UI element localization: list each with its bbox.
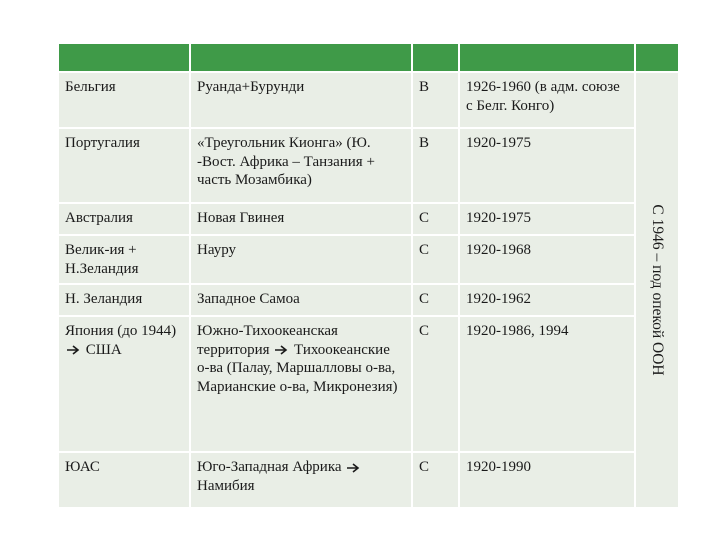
mandate-type-cell: С	[413, 317, 458, 451]
territory-cell: Науру	[191, 236, 411, 283]
territory-after: Тихоокеанские о-ва (Палау, Маршалловы о-ва, Марианские о-ва, Микронезия)	[197, 341, 398, 395]
country-cell: ЮАС	[59, 453, 189, 507]
mandate-type-cell: В	[413, 73, 458, 127]
mandate-type-cell: С	[413, 285, 458, 315]
mandate-type-cell: С	[413, 236, 458, 283]
arrow-right-icon	[274, 345, 289, 355]
territory-after: Намибия	[197, 477, 255, 494]
country-before: Япония (до 1944)	[65, 323, 177, 339]
header-cell	[636, 44, 678, 71]
header-cell	[413, 44, 458, 71]
years-cell: 1920-1962	[460, 285, 634, 315]
arrow-right-icon	[66, 345, 81, 355]
territory-cell: Руанда+Бурунди	[191, 73, 411, 127]
country-cell: Португалия	[59, 129, 189, 202]
years-cell: 1920-1990	[460, 453, 634, 507]
side-note-cell	[636, 73, 678, 507]
territory-before: Южно-Тихоокеанская территория	[197, 323, 338, 358]
country-after: США	[85, 341, 122, 358]
country-cell: Бельгия	[59, 73, 189, 127]
years-cell: 1920-1968	[460, 236, 634, 283]
side-note: С 1946 – под опекой ООН	[649, 204, 666, 376]
territory-cell: Новая Гвинея	[191, 204, 411, 234]
years-cell: 1920-1986, 1994	[460, 317, 634, 451]
country-cell: Австралия	[59, 204, 189, 234]
country-cell	[59, 317, 189, 451]
territory-before: Юго-Западная Африка	[197, 459, 342, 475]
arrow-right-icon	[346, 463, 361, 473]
years-cell: 1920-1975	[460, 129, 634, 202]
header-cell	[191, 44, 411, 71]
years-cell: 1926-1960 (в адм. союзе с Белг. Конго)	[460, 73, 634, 127]
territory-cell	[191, 453, 411, 507]
territory-cell	[191, 317, 411, 451]
header-cell	[59, 44, 189, 71]
territory-cell: «Треугольник Кионга» (Ю. -Вост. Африка – Танзания + часть Мозамбика)	[191, 129, 411, 202]
header-cell	[460, 44, 634, 71]
country-cell: Н. Зеландия	[59, 285, 189, 315]
years-cell: 1920-1975	[460, 204, 634, 234]
territory-cell: Западное Самоа	[191, 285, 411, 315]
country-cell: Велик-ия + Н.Зеландия	[59, 236, 189, 283]
mandate-type-cell: С	[413, 204, 458, 234]
mandate-type-cell: В	[413, 129, 458, 202]
mandate-type-cell: С	[413, 453, 458, 507]
mandate-table	[59, 44, 672, 493]
